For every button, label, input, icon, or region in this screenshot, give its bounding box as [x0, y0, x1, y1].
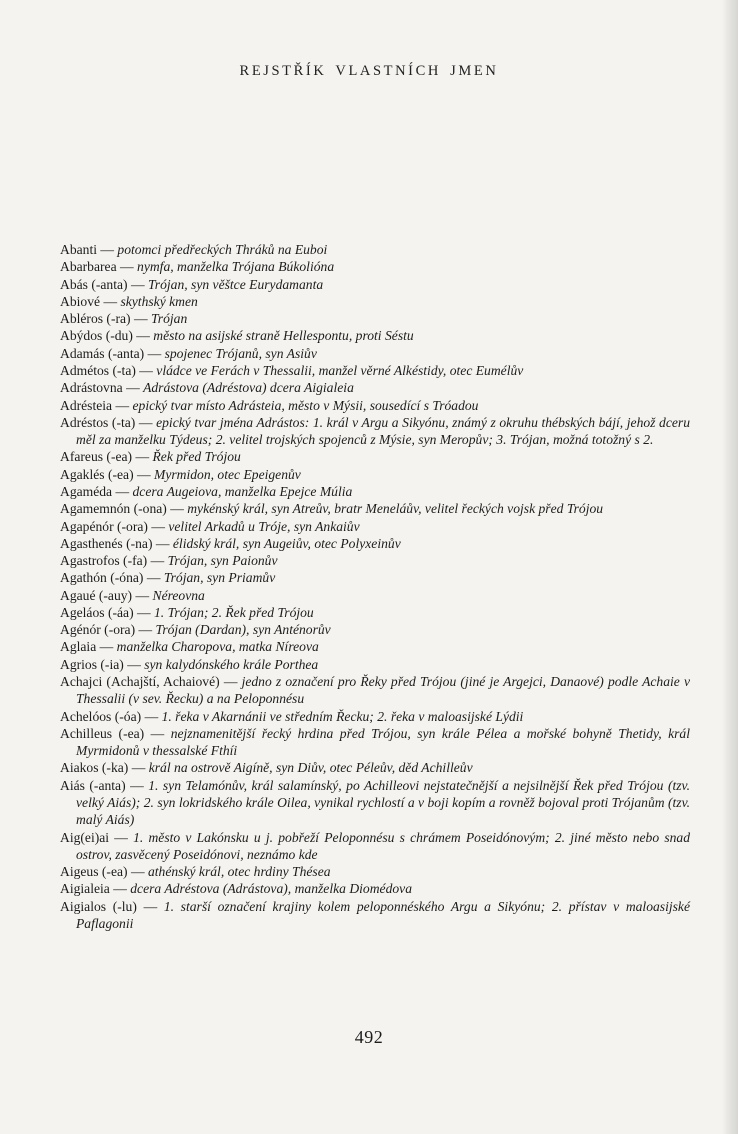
- entry-headword: Aiás (-anta): [60, 777, 126, 793]
- index-entry: [60, 587, 690, 604]
- entry-headword: Agasthenés (-na): [60, 535, 153, 551]
- index-entry: [60, 759, 690, 776]
- index-entry: [60, 829, 690, 864]
- entry-dash: —: [135, 587, 150, 603]
- index-entry: [60, 310, 690, 327]
- entry-dash: —: [138, 622, 153, 638]
- entry-definition: Trójan: [150, 311, 188, 327]
- entry-dash: —: [126, 380, 140, 396]
- entry-dash: —: [139, 362, 153, 378]
- index-entry: [60, 276, 690, 293]
- entry-definition: dcera Adréstova (Adrástova), manželka Diomédova: [130, 881, 412, 897]
- entry-headword: Achajci (Achajští, Achaiové): [60, 674, 220, 690]
- entry-definition: athénský král, otec hrdiny Thésea: [147, 864, 331, 880]
- page-edge-shadow: [722, 0, 738, 1134]
- index-entry: [60, 863, 690, 880]
- entry-headword: Abiové: [60, 293, 101, 309]
- entry-dash: —: [103, 293, 118, 309]
- entry-dash: —: [144, 708, 159, 724]
- index-entry: [60, 345, 690, 362]
- entry-dash: —: [155, 535, 170, 551]
- index-entry: [60, 518, 690, 535]
- entry-headword: Agapénór (-ora): [60, 518, 148, 534]
- index-entry: [60, 397, 690, 414]
- index-entry: [60, 604, 690, 621]
- index-entry: [60, 535, 690, 552]
- entry-definition: Adrástova (Adréstova) dcera Aigialeia: [143, 380, 354, 396]
- entry-definition: Trójan, syn Priamův: [163, 570, 276, 586]
- entry-headword: Aigeus (-ea): [60, 864, 128, 880]
- entry-dash: —: [115, 397, 130, 413]
- entry-headword: Ageláos (-áa): [60, 604, 134, 620]
- entry-dash: —: [136, 328, 150, 344]
- entry-headword: Agaué (-auy): [60, 587, 133, 603]
- entry-dash: —: [150, 553, 165, 569]
- entry-dash: —: [127, 656, 141, 672]
- entry-headword: Agastrofos (-fa): [60, 553, 148, 569]
- index-entry: [60, 552, 690, 569]
- entry-dash: —: [120, 259, 134, 275]
- entry-definition: manželka Charopova, matka Níreova: [116, 639, 319, 655]
- index-entry: [60, 500, 690, 517]
- entry-dash: —: [130, 276, 145, 292]
- index-entry-list: [60, 241, 690, 932]
- entry-dash: —: [146, 570, 161, 586]
- entry-definition: nejznamenitější řecký hrdina před Trójou, syn krále Pélea a mořské bohyně Thetidy, král Myrmidonů v thessalské Fthíi: [76, 725, 690, 759]
- entry-dash: —: [133, 311, 148, 327]
- index-entry: [60, 448, 690, 465]
- entry-dash: —: [100, 242, 114, 257]
- entry-headword: Aig(ei)ai: [60, 829, 110, 845]
- entry-dash: —: [115, 483, 130, 499]
- entry-dash: —: [130, 777, 144, 793]
- entry-definition: potomci předřeckých Thráků na Euboi: [117, 242, 328, 257]
- entry-headword: Abarbarea: [60, 259, 117, 275]
- entry-headword: Abýdos (-du): [60, 328, 133, 344]
- entry-definition: élidský král, syn Augeiův, otec Polyxeinův: [172, 535, 401, 551]
- entry-definition: dcera Augeiova, manželka Epejce Múlia: [132, 483, 353, 499]
- entry-headword: Achelóos (-óa): [60, 708, 142, 724]
- entry-dash: —: [150, 725, 165, 741]
- entry-definition: král na ostrově Aigíně, syn Diův, otec Péleův, děd Achilleův: [148, 760, 473, 776]
- index-entry: [60, 725, 690, 760]
- index-entry: [60, 483, 690, 500]
- entry-headword: Adrástovna: [60, 380, 123, 396]
- entry-dash: —: [135, 449, 150, 465]
- entry-definition: město na asijské straně Hellespontu, proti Séstu: [153, 328, 414, 344]
- entry-headword: Agénór (-ora): [60, 622, 136, 638]
- entry-headword: Achilleus (-ea): [60, 725, 145, 741]
- entry-headword: Aglaia: [60, 639, 97, 655]
- entry-definition: vládce ve Ferách v Thessalii, manžel věrné Alkéstidy, otec Eumélův: [156, 362, 524, 378]
- entry-headword: Admétos (-ta): [60, 362, 136, 378]
- entry-definition: epický tvar jména Adrástos: 1. král v Argu a Sikyónu, známý z okruhu thébských bájí, jehož dceru měl za manželku Týdeus; 2. velitel trojských spojenců z Mýsie, syn Meropův; 3. Trójan, možná totožný s 2.: [76, 414, 690, 448]
- index-entry: [60, 621, 690, 638]
- entry-definition: 1. město v Lakónsku u j. pobřeží Peloponnésu s chrámem Poseidónovým; 2. jiné město nebo snad ostrov, zasvěcený Poseidónovi, neznámo kde: [76, 829, 691, 862]
- index-entry: [60, 258, 690, 275]
- entry-definition: Néreovna: [152, 587, 205, 603]
- entry-headword: Adrésteia: [60, 397, 113, 413]
- index-entry: [60, 327, 690, 344]
- entry-headword: Adamás (-anta): [60, 345, 145, 361]
- entry-headword: Afareus (-ea): [60, 449, 133, 465]
- running-head: REJSTŘÍK VLASTNÍCH JMEN: [239, 63, 499, 79]
- entry-headword: Aiakos (-ka): [60, 760, 129, 776]
- index-entry: [60, 880, 690, 897]
- index-entry: [60, 638, 690, 655]
- entry-headword: Agaklés (-ea): [60, 466, 134, 482]
- index-entry: [60, 898, 690, 933]
- entry-definition: spojenec Trójanů, syn Asiův: [164, 345, 317, 361]
- entry-definition: Řek před Trójou: [152, 449, 241, 465]
- entry-dash: —: [223, 674, 238, 690]
- entry-dash: —: [170, 501, 184, 517]
- index-entry: [60, 466, 690, 483]
- entry-definition: velitel Arkadů u Tróje, syn Ankaiův: [168, 518, 360, 534]
- entry-headword: Abás (-anta): [60, 276, 128, 292]
- entry-definition: 1. starší označení krajiny kolem peloponnéského Argu a Sikyónu; 2. přístav v maloasijské Paflagonii: [76, 898, 691, 931]
- entry-headword: Aigialeia: [60, 881, 110, 897]
- entry-definition: nymfa, manželka Trójana Búkolióna: [137, 259, 335, 275]
- index-entry: [60, 414, 690, 449]
- entry-definition: Trójan, syn Paionův: [167, 553, 278, 569]
- index-entry: [60, 777, 690, 829]
- entry-dash: —: [147, 345, 162, 361]
- entry-dash: —: [130, 864, 145, 880]
- entry-headword: Agaméda: [60, 483, 113, 499]
- entry-definition: jedno z označení pro Řeky před Trójou (jiné je Argejci, Danaové) podle Achaie v Thessalii (v sev. Řecku) a na Peloponnésu: [76, 674, 690, 707]
- entry-definition: 1. řeka v Akarnánii ve středním Řecku; 2. řeka v maloasijské Lýdii: [161, 708, 524, 724]
- entry-definition: epický tvar místo Adrásteia, město v Mýsii, sousedící s Tróadou: [132, 397, 479, 413]
- entry-headword: Abanti: [60, 242, 97, 257]
- entry-dash: —: [114, 829, 128, 845]
- page-number: 492: [354, 1027, 384, 1047]
- index-entry: [60, 293, 690, 310]
- entry-dash: —: [151, 518, 165, 534]
- entry-definition: mykénský král, syn Atreův, bratr Meneláův, velitel řeckých vojsk před Trójou: [187, 501, 604, 517]
- entry-dash: —: [137, 466, 151, 482]
- entry-definition: syn kalydónského krále Porthea: [144, 656, 319, 672]
- entry-headword: Abléros (-ra): [60, 311, 131, 327]
- entry-dash: —: [99, 639, 114, 655]
- entry-dash: —: [138, 414, 153, 430]
- index-entry: [60, 708, 690, 725]
- index-entry: [60, 569, 690, 586]
- entry-headword: Agrios (-ia): [60, 656, 124, 672]
- entry-definition: 1. Trójan; 2. Řek před Trójou: [154, 604, 314, 620]
- entry-definition: skythský kmen: [120, 293, 198, 309]
- entry-dash: —: [137, 604, 151, 620]
- index-entry: [60, 362, 690, 379]
- entry-definition: Myrmidon, otec Epeigenův: [154, 466, 301, 482]
- entry-definition: Trójan (Dardan), syn Anténorův: [155, 622, 331, 638]
- entry-definition: Trójan, syn věštce Eurydamanta: [147, 276, 324, 292]
- entry-headword: Agathón (-óna): [60, 570, 144, 586]
- index-entry: [60, 241, 690, 258]
- index-entry: [60, 673, 690, 708]
- index-entry: [60, 656, 690, 673]
- entry-dash: —: [143, 898, 158, 914]
- entry-dash: —: [113, 881, 127, 897]
- entry-headword: Aigialos (-lu): [60, 898, 137, 914]
- entry-headword: Adréstos (-ta): [60, 414, 136, 430]
- entry-dash: —: [131, 760, 146, 776]
- entry-definition: 1. syn Telamónův, král salamínský, po Achilleovi nejstatečnější a nejsilnější Řek před Trójou (tzv. velký Aiás); 2. syn lokridského krále Oilea, vynikal rychlostí a v boji kopím a rovněž bojoval proti Trójanům (tzv. malý Aiás): [76, 777, 690, 828]
- entry-headword: Agamemnón (-ona): [60, 501, 167, 517]
- index-entry: [60, 379, 690, 396]
